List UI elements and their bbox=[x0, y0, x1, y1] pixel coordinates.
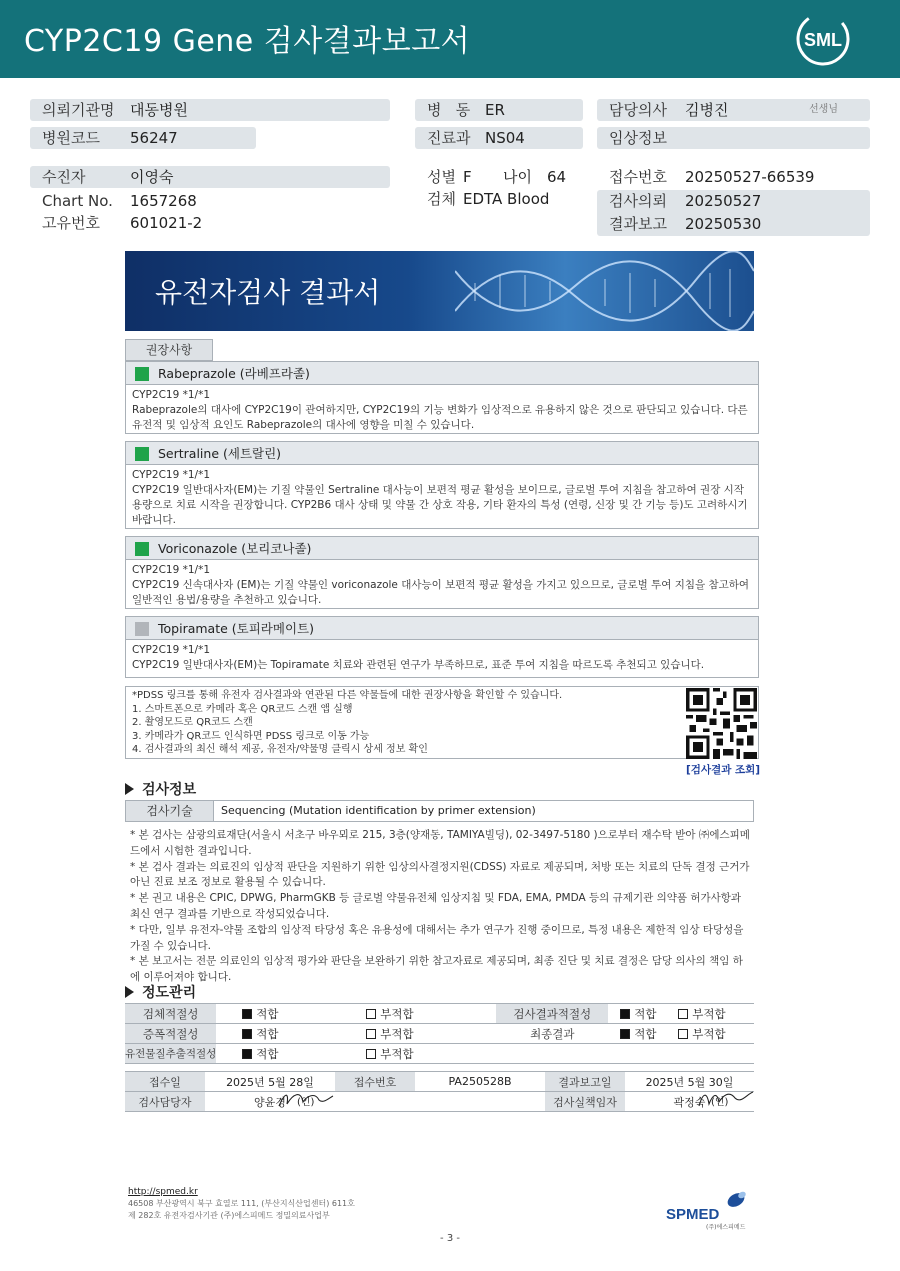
qr-result-link[interactable]: [검사결과 조회] bbox=[686, 764, 761, 776]
drug-recommendation: CYP2C19 일반대사자(EM)는 Topiramate 치료와 관련된 연구가 부족하므로, 표준 투여 지침을 따르도록 추천되고 있습니다. bbox=[132, 659, 705, 671]
method-value: Sequencing (Mutation identification by primer extension) bbox=[221, 804, 536, 817]
recommendations-tab: 권장사항 bbox=[125, 339, 213, 361]
genotype: CYP2C19 *1/*1 bbox=[132, 644, 211, 656]
unchecked-box-icon bbox=[366, 1029, 376, 1039]
footer bbox=[128, 1186, 355, 1222]
dept-value: NS04 bbox=[485, 129, 525, 147]
note: * 다만, 일부 유전자-약물 조합의 임상적 타당성 혹은 유용성에 대해서는 추가 연구가 진행 중이므로, 특정 내용은 제한적 임상 타당성을 가질 수 있습니다. bbox=[130, 923, 744, 952]
seal-mark: (인) bbox=[711, 1097, 729, 1108]
unchecked-box-icon bbox=[366, 1049, 376, 1059]
drug-card-sertraline bbox=[125, 441, 759, 529]
dna-helix-icon bbox=[455, 251, 754, 331]
note: * 본 검사는 삼광의료재단(서울시 서초구 바우뫼로 215, 3층(양재동, TAMIYA빌딩), 02-3497-5180 )으로부터 재수탁 받아 ㈜에스피메드에서 시험한 결과입니다. bbox=[130, 829, 750, 857]
checked-box-icon bbox=[242, 1029, 252, 1039]
banner-title: 유전자검사 결과서 bbox=[155, 276, 381, 309]
report-title: CYP2C19 Gene 검사결과보고서 bbox=[24, 24, 471, 59]
test-notes bbox=[130, 828, 750, 986]
unchecked-box-icon bbox=[366, 1009, 376, 1019]
sex-age-field: 성별 F 나이 64 bbox=[427, 168, 567, 186]
status-green-icon bbox=[135, 447, 149, 461]
result-banner bbox=[125, 251, 754, 331]
receipt-no-field: 접수번호 20250527-66539 bbox=[609, 168, 815, 186]
method-row: 검사기술 Sequencing (Mutation identification by primer extension) bbox=[125, 800, 754, 822]
pdss-line: *PDSS 링크를 통해 유전자 검사결과와 연관된 다른 약물들에 대한 권장사항을 확인할 수 있습니다. bbox=[132, 690, 563, 701]
unchecked-box-icon bbox=[678, 1009, 688, 1019]
status-grey-icon bbox=[135, 622, 149, 636]
status-green-icon bbox=[135, 542, 149, 556]
checked-box-icon bbox=[620, 1009, 630, 1019]
drug-card-rabeprazole bbox=[125, 361, 759, 434]
checked-box-icon bbox=[242, 1049, 252, 1059]
genotype: CYP2C19 *1/*1 bbox=[132, 469, 211, 481]
checked-box-icon bbox=[620, 1029, 630, 1039]
pdss-info-box bbox=[125, 686, 759, 759]
qc-heading: 정도관리 bbox=[125, 982, 196, 1002]
doctor-value: 김병진 bbox=[685, 101, 729, 119]
pdss-line: 1. 스마트폰으로 카메라 혹은 QR코드 스캔 앱 실행 bbox=[132, 703, 353, 715]
request-report-field: 검사의뢰 20250527 결과보고 20250530 bbox=[597, 190, 870, 236]
spmed-brand: SPMED bbox=[666, 1206, 720, 1223]
uid-field: 고유번호 601021-2 bbox=[42, 214, 203, 232]
test-info-heading: 검사정보 bbox=[125, 779, 196, 799]
receipt-date: 2025년 5월 28일 bbox=[205, 1072, 335, 1092]
sex-value: F bbox=[463, 168, 472, 186]
ward-value: ER bbox=[485, 101, 505, 119]
chart-field: Chart No. 1657268 bbox=[42, 192, 197, 210]
seal-mark: (인) bbox=[297, 1097, 315, 1108]
drug-recommendation: CYP2C19 신속대사자 (EM)는 기질 약물인 voriconazole 대사능이 보편적 평균 활성을 가지고 있으므로, 글로벌 투여 지침을 참고하여 일반적인 용법/용량을 추천하고 있습니다. bbox=[132, 579, 750, 606]
institution-field: 의뢰기관명 대동병원 bbox=[30, 99, 390, 121]
report-header bbox=[0, 0, 900, 78]
drug-name: Rabeprazole (라베프라졸) bbox=[158, 366, 310, 381]
unchecked-box-icon bbox=[678, 1029, 688, 1039]
spmed-logo bbox=[666, 1188, 756, 1231]
signoff-table bbox=[125, 1071, 754, 1112]
qc-table bbox=[125, 1003, 754, 1064]
receipt-no: PA250528B bbox=[415, 1072, 545, 1092]
genotype: CYP2C19 *1/*1 bbox=[132, 389, 211, 401]
drug-name: Topiramate (토피라메이트) bbox=[158, 621, 314, 636]
footer-license: 제 282호 유전자검사기관 (주)에스피메드 정밀의료사업부 bbox=[128, 1211, 330, 1220]
table-row: 검체적절성 적합 부적합 검사결과적절성 적합 부적합 bbox=[125, 1004, 754, 1024]
report-value: 20250530 bbox=[685, 215, 762, 233]
table-row: 접수일 2025년 5월 28일 접수번호 PA250528B 결과보고일 2025년 5월 30일 bbox=[125, 1072, 754, 1092]
triangle-bullet-icon bbox=[125, 783, 134, 795]
hospital-code-field: 병원코드 56247 bbox=[30, 127, 256, 149]
hospital-code-value: 56247 bbox=[130, 129, 178, 147]
institution-value: 대동병원 bbox=[130, 101, 188, 119]
request-value: 20250527 bbox=[685, 192, 762, 210]
drug-name: Voriconazole (보리코나졸) bbox=[158, 541, 312, 556]
specimen-value: EDTA Blood bbox=[463, 190, 550, 208]
status-green-icon bbox=[135, 367, 149, 381]
svg-text:SML: SML bbox=[804, 30, 842, 50]
age-value: 64 bbox=[547, 168, 567, 186]
doctor-suffix: 선생님 bbox=[809, 104, 838, 115]
spmed-brand-sub: (주)에스피메드 bbox=[706, 1224, 746, 1231]
footer-address: 46508 부산광역시 북구 효열로 111, (부산지식산업센터) 611호 bbox=[128, 1199, 355, 1208]
note: * 본 보고서는 전문 의료인의 임상적 평가와 판단을 보완하기 위한 참고자료로 제공되며, 최종 진단 및 치료 결정은 담당 의사의 책임 하에 이루어져야 합니다. bbox=[130, 955, 743, 984]
checked-box-icon bbox=[242, 1009, 252, 1019]
drug-card-topiramate bbox=[125, 616, 759, 678]
clinical-field: 임상정보 bbox=[597, 127, 870, 149]
dept-field: 진료과 NS04 bbox=[415, 127, 583, 149]
drug-recommendation: Rabeprazole의 대사에 CYP2C19이 관여하지만, CYP2C19의 기능 변화가 임상적으로 유용하지 않은 것으로 판단되고 있습니다. 다른 유전적 및 임상적 요인도 Rabeprazole의 대사에 영향을 미칠 수 있습니다. bbox=[132, 404, 748, 431]
drug-card-voriconazole bbox=[125, 536, 759, 609]
tester-name: 양윤경 bbox=[254, 1095, 286, 1109]
pdss-line: 3. 카메라가 QR코드 인식하면 PDSS 링크로 이동 가능 bbox=[132, 730, 370, 742]
receipt-no-value: 20250527-66539 bbox=[685, 168, 815, 186]
uid-value: 601021-2 bbox=[130, 214, 203, 232]
table-row: 검사담당자 양윤경 (인) 검사실책임자 곽정숙 (인) bbox=[125, 1092, 754, 1112]
ward-field: 병 동 ER bbox=[415, 99, 583, 121]
director-name: 곽정숙 bbox=[673, 1095, 706, 1109]
subject-value: 이영숙 bbox=[130, 168, 174, 186]
triangle-bullet-icon bbox=[125, 986, 134, 998]
specimen-field: 검체 EDTA Blood bbox=[427, 190, 550, 208]
pdss-line: 4. 검사결과의 최신 해석 제공, 유전자/약물명 클릭시 상세 정보 확인 bbox=[132, 744, 428, 755]
drug-recommendation: CYP2C19 일반대사자(EM)는 기질 약물인 Sertraline 대사능이 보편적 평균 활성을 보이므로, 글로벌 투여 지침을 참고하여 권장 시작 용량으로 치료 시작을 권장합니다. CYP2B6 대사 상태 및 약물 간 상호 작용, 기타 환자의 특성 (연령, 신장 및 간 기능 등)도 고려하시기 바랍니다. bbox=[132, 484, 748, 526]
drug-name: Sertraline (세트랄린) bbox=[158, 446, 282, 461]
chart-value: 1657268 bbox=[130, 192, 197, 210]
report-date: 2025년 5월 30일 bbox=[625, 1072, 754, 1092]
qr-code-icon[interactable] bbox=[686, 688, 757, 759]
table-row: 유전물질추출적절성 적합 부적합 bbox=[125, 1044, 754, 1064]
footer-url[interactable]: http://spmed.kr bbox=[128, 1187, 198, 1197]
note: * 본 권고 내용은 CPIC, DPWG, PharmGKB 등 글로벌 약물유전체 임상지침 및 FDA, EMA, PMDA 등의 규제기관 의약품 허가사항과 최신 연구 결과를 기반으로 작성되었습니다. bbox=[130, 892, 742, 920]
sml-logo bbox=[796, 12, 850, 66]
table-row: 증폭적절성 적합 부적합 최종결과 적합 부적합 bbox=[125, 1024, 754, 1044]
doctor-field: 담당의사 김병진 선생님 bbox=[597, 99, 870, 121]
note: * 본 검사 결과는 의료진의 임상적 판단을 지원하기 위한 임상의사결정지원(CDSS) 자료로 제공되며, 처방 또는 치료의 단독 결정 근거가 아닌 진료 보조 정보로 활용될 수 있습니다. bbox=[130, 860, 750, 889]
genotype: CYP2C19 *1/*1 bbox=[132, 564, 211, 576]
page-number: - 3 - bbox=[440, 1233, 460, 1244]
subject-field: 수진자 이영숙 bbox=[30, 166, 390, 188]
pdss-line: 2. 촬영모드로 QR코드 스캔 bbox=[132, 717, 253, 728]
